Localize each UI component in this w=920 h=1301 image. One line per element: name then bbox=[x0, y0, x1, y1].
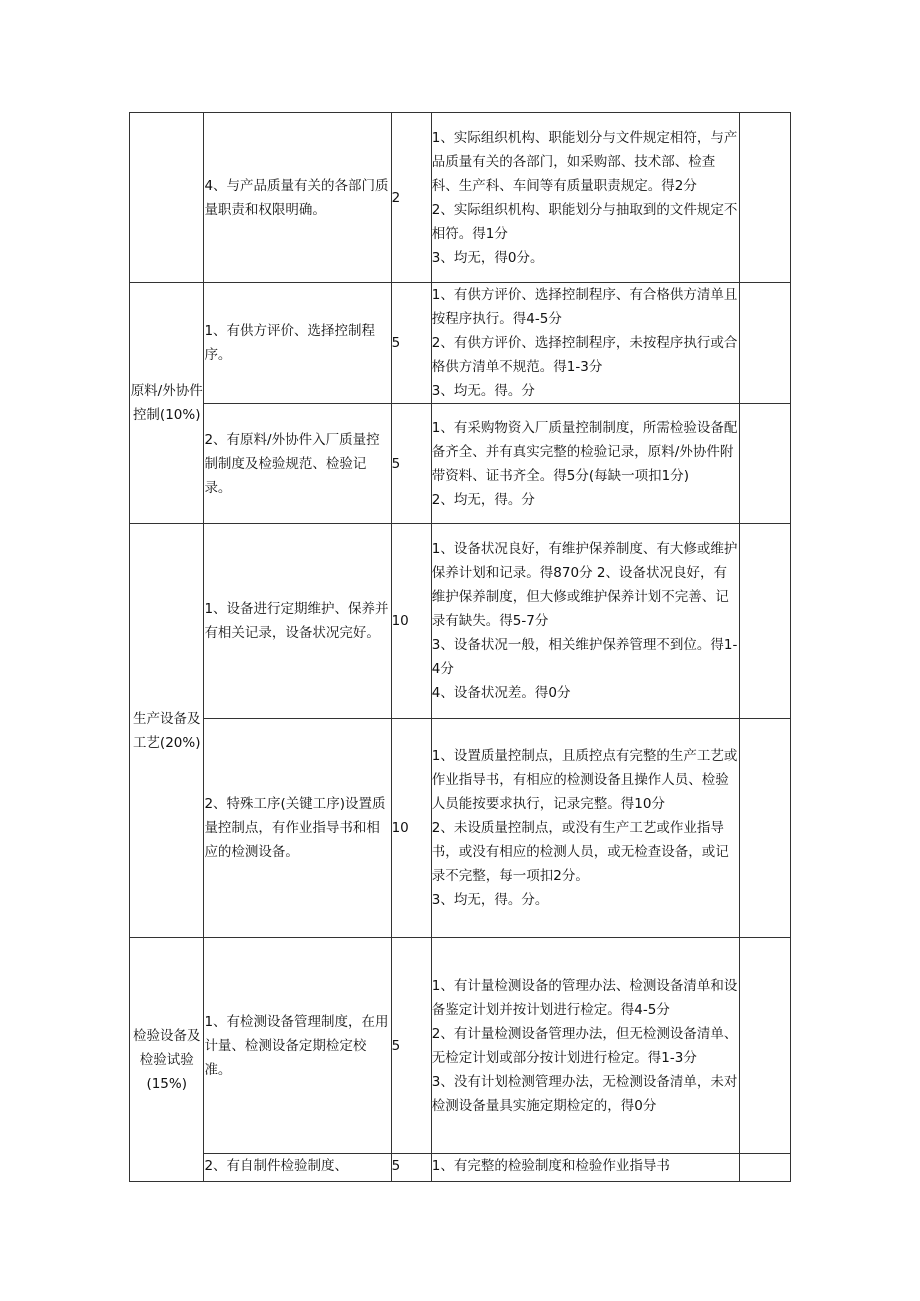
remarks-cell bbox=[739, 1154, 790, 1182]
remarks-cell bbox=[739, 404, 790, 524]
criteria-line: 4、设备状况差。得0分 bbox=[431, 685, 571, 701]
criteria-line: 1、设备状况良好，有维护保养制度、有大修或维护保养计划和记录。得870分 2、设备状况良好，有维护保养制度，但大修或维护保养计划不完善、记录有缺失。得5-7分 bbox=[431, 541, 738, 629]
criteria-line: 2、未设质量控制点，或没有生产工艺或作业指导书，或没有相应的检测人员，或无检查设备，或记录不完整，每一项扣2分。 bbox=[431, 820, 729, 884]
requirement-cell: 1、设备进行定期维护、保养并有相关记录，设备状况完好。 bbox=[204, 524, 391, 719]
criteria-cell bbox=[431, 113, 739, 283]
table-row bbox=[130, 719, 791, 938]
criteria-line: 3、设备状况一般，相关维护保养管理不到位。得1-4分 bbox=[431, 637, 738, 677]
table-row bbox=[130, 524, 791, 719]
category-cell bbox=[130, 113, 204, 283]
requirement-cell: 4、与产品质量有关的各部门质量职责和权限明确。 bbox=[204, 113, 391, 283]
criteria-cell bbox=[431, 524, 739, 719]
criteria-line: 1、实际组织机构、职能划分与文件规定相符，与产品质量有关的各部门，如采购部、技术部、检查科、生产科、车间等有质量职责规定。得2分 bbox=[431, 129, 738, 194]
criteria-line: 2、有计量检测设备管理办法，但无检测设备清单、无检定计划或部分按计划进行检定。得1-3分 bbox=[431, 1025, 738, 1066]
score-cell: 10 bbox=[391, 524, 431, 719]
remarks-cell bbox=[739, 524, 790, 719]
evaluation-table bbox=[129, 112, 791, 1182]
criteria-line: 3、均无。得。分 bbox=[431, 383, 535, 399]
criteria-cell bbox=[431, 283, 739, 404]
criteria-line: 1、有完整的检验制度和检验作业指导书 bbox=[431, 1158, 670, 1174]
score-cell: 5 bbox=[391, 1154, 431, 1182]
table-row bbox=[130, 113, 791, 283]
criteria-line: 3、均无，得0分。 bbox=[431, 249, 544, 266]
category-cell: 检验设备及检验试验(15%) bbox=[130, 938, 204, 1182]
remarks-cell bbox=[739, 113, 790, 283]
score-cell: 2 bbox=[391, 113, 431, 283]
criteria-line: 3、均无，得。分。 bbox=[431, 892, 549, 908]
requirement-cell: 1、有检测设备管理制度，在用计量、检测设备定期检定校准。 bbox=[204, 938, 391, 1154]
score-cell: 5 bbox=[391, 283, 431, 404]
criteria-cell bbox=[431, 404, 739, 524]
criteria-cell bbox=[431, 1154, 739, 1182]
criteria-line: 1、有计量检测设备的管理办法、检测设备清单和设备鉴定计划并按计划进行检定。得4-5分 bbox=[431, 977, 738, 1018]
criteria-line: 2、有供方评价、选择控制程序，未按程序执行或合格供方清单不规范。得1-3分 bbox=[431, 335, 738, 375]
category-cell: 原料/外协件控制(10%) bbox=[130, 283, 204, 524]
table-row bbox=[130, 1154, 791, 1182]
table-row bbox=[130, 283, 791, 404]
requirement-cell: 2、有原料/外协件入厂质量控制制度及检验规范、检验记录。 bbox=[204, 404, 391, 524]
criteria-line: 2、均无，得。分 bbox=[431, 491, 535, 508]
table-row bbox=[130, 938, 791, 1154]
criteria-line: 1、有采购物资入厂质量控制制度，所需检验设备配备齐全、并有真实完整的检验记录，原料/外协件附带资料、证书齐全。得5分(每缺一项扣1分) bbox=[431, 419, 738, 484]
requirement-cell: 2、有自制件检验制度、 bbox=[204, 1154, 391, 1182]
criteria-cell bbox=[431, 938, 739, 1154]
criteria-line: 1、有供方评价、选择控制程序、有合格供方清单且按程序执行。得4-5分 bbox=[431, 287, 738, 327]
table-row bbox=[130, 404, 791, 524]
requirement-cell: 1、有供方评价、选择控制程序。 bbox=[204, 283, 391, 404]
score-cell: 5 bbox=[391, 404, 431, 524]
remarks-cell bbox=[739, 283, 790, 404]
criteria-line: 3、没有计划检测管理办法，无检测设备清单，未对检测设备量具实施定期检定的，得0分 bbox=[431, 1073, 738, 1114]
criteria-line: 2、实际组织机构、职能划分与抽取到的文件规定不相符。得1分 bbox=[431, 201, 738, 242]
criteria-line: 1、设置质量控制点，且质控点有完整的生产工艺或作业指导书，有相应的检测设备且操作人员、检验人员能按要求执行，记录完整。得10分 bbox=[431, 748, 738, 812]
remarks-cell bbox=[739, 719, 790, 938]
score-cell: 5 bbox=[391, 938, 431, 1154]
criteria-cell bbox=[431, 719, 739, 938]
category-cell: 生产设备及工艺(20%) bbox=[130, 524, 204, 938]
requirement-cell: 2、特殊工序(关键工序)设置质量控制点，有作业指导书和相应的检测设备。 bbox=[204, 719, 391, 938]
remarks-cell bbox=[739, 938, 790, 1154]
score-cell: 10 bbox=[391, 719, 431, 938]
